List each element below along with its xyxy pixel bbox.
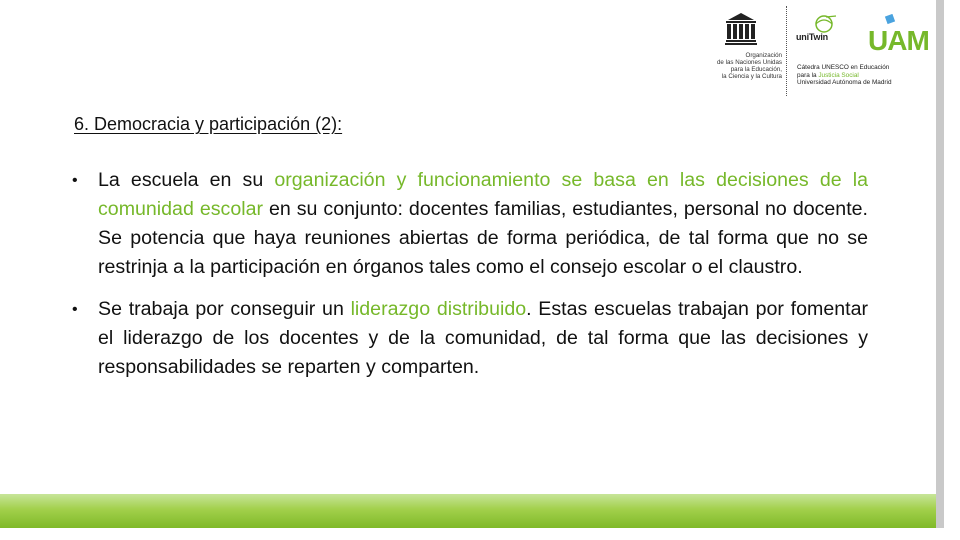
- unitwin-globe-icon: [796, 14, 856, 34]
- slide-edge-shadow: [936, 0, 944, 528]
- cathedra-line: [797, 72, 932, 80]
- slide-bottom-margin: [0, 528, 944, 540]
- bullet-text: [98, 298, 868, 378]
- bullet-text: [98, 169, 868, 278]
- logo-divider: [786, 6, 787, 96]
- slide-title: 6. Democracia y participación (2):: [74, 114, 343, 134]
- cathedra-text: [797, 64, 932, 87]
- cathedra-line: Universidad Autónoma de Madrid: [797, 79, 892, 87]
- bullet-text-segment: . Estas escuelas trabajan por fomentar el liderazgo de los docentes y de la comunidad, de tal forma que las decisiones y responsabilidades se reparten y comparten.: [98, 298, 868, 378]
- unesco-line: la Ciencia y la Cultura: [721, 73, 782, 80]
- unitwin-logo: [796, 14, 856, 50]
- unesco-temple-icon: [700, 12, 782, 52]
- unesco-line: de las Naciones Unidas: [716, 59, 782, 66]
- footer-green-band: [0, 494, 936, 528]
- unesco-line: Organización: [745, 52, 782, 59]
- cathedra-line: Cátedra UNESCO en Educación: [797, 64, 890, 71]
- unesco-logo: [700, 12, 782, 94]
- bullet-text-segment: La escuela en su: [98, 169, 275, 191]
- bullet-item: [70, 295, 868, 382]
- bullet-item: [70, 166, 868, 282]
- bullet-dot-icon: •: [72, 172, 78, 189]
- bullet-text-highlight: organización y funcionamiento se basa en las decisiones de la comunidad escolar: [98, 169, 869, 220]
- bullet-list: [70, 166, 868, 395]
- unesco-line: para la Educación,: [730, 66, 782, 73]
- cathedra-line-prefix: para la: [797, 71, 819, 79]
- unesco-organization-text: [700, 52, 782, 80]
- cathedra-line-highlight: Justicia Social: [818, 71, 859, 79]
- bullet-text-highlight: liderazgo distribuido: [350, 298, 527, 320]
- bullet-text-segment: Se trabaja por conseguir un: [98, 298, 351, 320]
- unitwin-label: uniTwin: [796, 32, 828, 42]
- bullet-dot-icon: •: [72, 301, 78, 318]
- bullet-text-segment: en su conjunto: docentes familias, estudiantes, personal no docente. Se potencia que haya reuniones abiertas de forma periódica, de tal forma que no se restrinja a la participación en órganos tales como el consejo escolar o el claustro.: [98, 198, 868, 278]
- uam-label: UAM: [868, 25, 929, 56]
- uam-logo: [868, 14, 930, 60]
